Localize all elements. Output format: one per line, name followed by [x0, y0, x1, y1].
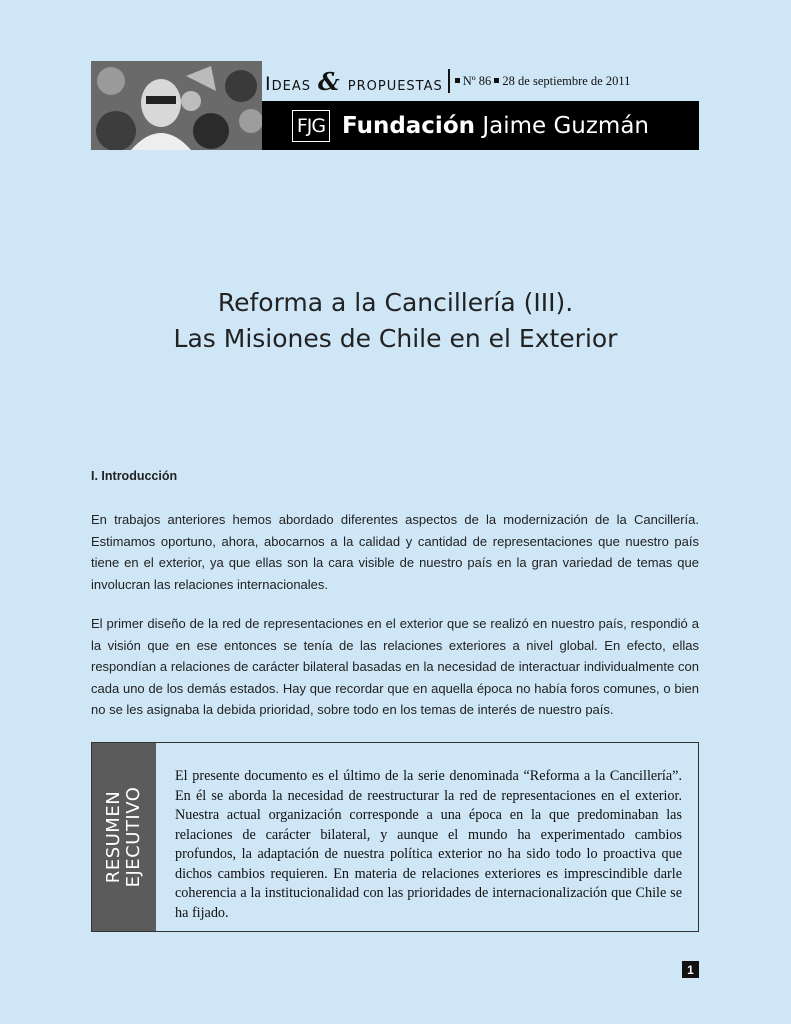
title-line-2: Las Misiones de Chile en el Exterior [173, 323, 618, 353]
executive-summary-box [91, 742, 699, 932]
summary-label: RESUMEN EJECUTIVO [92, 743, 156, 931]
publication-header [91, 61, 699, 150]
issue-date: 28 de septiembre de 2011 [502, 73, 631, 88]
header-photo [91, 61, 262, 150]
issue-number: Nº 86 [462, 73, 492, 88]
paragraph-1: En trabajos anteriores hemos abordado diferentes aspectos de la modernización de la Cancillería. Estimamos oportuno, ahora, abocarnos a la calidad y cantidad de representaciones que nuestro país tiene en el exterior, ya que ellas son la cara visible de nuestro país en la gran variedad de temas que involucran las relaciones internacionales. [91, 512, 699, 592]
series-row [262, 61, 699, 101]
summary-text: El presente documento es el último de la serie denominada “Reforma a la Cancillería”. En él se aborda la necesidad de reestructurar la red de representaciones en el exterior. Nuestra actual organización corresponde a una época en la que predominaban las relaciones de carácter bilateral, y aunque el mundo ha experimentado cambios profundos, la adaptación de nuestra política exterior no ha sido todo lo proactiva que dichos cambios requieren. En materia de relaciones exteriores es imprescindible darle coherencia a la institucionalidad con las prioridades de internacionalización que Chile se ha fijado. [175, 768, 682, 921]
section-heading: I. Introducción [91, 469, 178, 483]
title-line-1: Reforma a la Cancillería (III). [217, 287, 574, 317]
page-number: 1 [682, 961, 699, 978]
issue-info [455, 74, 631, 89]
organization-name: Fundación Jaime Guzmán [342, 112, 649, 139]
series-name: Ideas & propuestas [265, 66, 443, 96]
paragraph-2: El primer diseño de la red de representaciones en el exterior que se realizó en nuestro país, respondió a la visión que en ese entonces se tenía de las relaciones exteriores a nivel global. En efecto, ellas respondían a relaciones de carácter bilateral basadas en la necesidad de interactuar individualmente con cada uno de los demás estados. Hay que recordar que en aquella época no había foros comunes, o bien no se les asignaba la debida prioridad, sobre todo en los temas de interés de nuestro país. [91, 616, 699, 717]
fjg-logo: FJG [292, 110, 330, 142]
series-divider [448, 69, 450, 93]
document-title [0, 285, 791, 357]
organization-bar [262, 101, 699, 150]
